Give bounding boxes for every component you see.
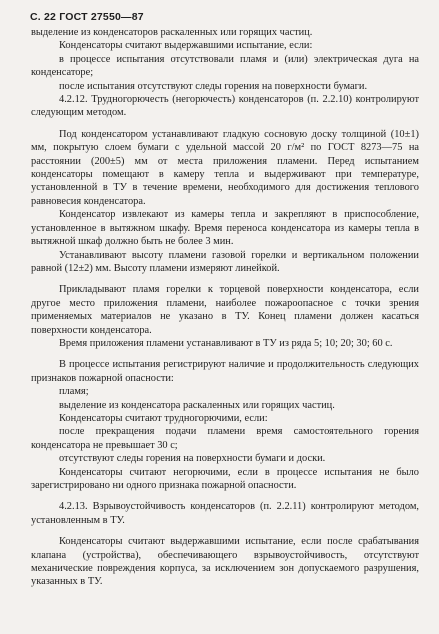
paragraph-12: пламя; [59, 386, 89, 398]
paragraph-17: Конденсаторы считают негорючими, если в процессе испытания не было зарегистрировано ни одного признака пожарной опасности. [31, 466, 419, 491]
spacer [31, 275, 419, 283]
paragraph-2: Конденсаторы считают выдержавшими испытание, если: [59, 40, 313, 52]
page-header: С. 22 ГОСТ 27550—87 [30, 11, 144, 23]
paragraph-10: Время приложения пламени устанавливают в ТУ из ряда 5; 10; 20; 30; 60 с. [59, 337, 393, 349]
paragraph-16: отсутствуют следы горения на поверхности бумаги и доски. [59, 453, 326, 465]
paragraph-7: Конденсатор извлекают из камеры тепла и закрепляют в приспособление, установленное в вытяжном шкафу. Время переноса конденсатора из камеры тепла в вытяжной шкаф должно быть не более 3 мин. [31, 209, 419, 248]
paragraph-4: после испытания отсутствуют следы горения на поверхности бумаги. [59, 80, 368, 92]
paragraph-14: Конденсаторы считают трудногорючими, если: [59, 412, 268, 424]
paragraph-15: после прекращения подачи пламени время самостоятельного горения конденсатора не превышает 30 с; [31, 426, 419, 451]
paragraph-1: выделение из конденсаторов раскаленных или горящих частиц. [31, 27, 313, 38]
paragraph-19: Конденсаторы считают выдержавшими испытание, если после срабатывания клапана (устройства), обеспечивающего взрывоустойчивость, отсутствуют механические повреждения корпуса, за исключением зон допускаемого разрушения, указанных в ТУ. [31, 536, 419, 588]
paragraph-8: Устанавливают высоту пламени газовой горелки и вертикальном положении равной (12±2) мм. Высоту пламени измеряют линейкой. [31, 249, 419, 274]
paragraph-18: 4.2.13. Взрывоустойчивость конденсаторов (п. 2.2.11) контролируют методом, установленным в ТУ. [31, 501, 419, 526]
paragraph-9: Прикладывают пламя горелки к торцевой поверхности конденсатора, если другое место приложения пламени, наиболее пожароопасное с точки зрения применяемых материалов не указано в ТУ. Конец пламени должен касаться поверхности конденсатора. [31, 284, 419, 336]
spacer [31, 350, 419, 358]
paragraph-5: 4.2.12. Трудногорючесть (негорючесть) конденсаторов (п. 2.2.10) контролируют следующим методом. [31, 94, 419, 119]
spacer [31, 120, 419, 128]
paragraph-6: Под конденсатором устанавливают гладкую сосновую доску толщиной (10±1) мм, покрытую слоем бумаги с удельной массой 20 г/м² по ГОСТ 8273—75 на расстоянии (200±5) мм от места приложения пламени. Перед испытанием конденсаторы помещают в камеру тепла и выдерживают при температуре, установленной в ТУ в течение времени, необходимого для достижения теплового равновесия конденсатора. [31, 128, 419, 207]
spacer [31, 492, 419, 500]
paragraph-13: выделение из конденсатора раскаленных или горящих частиц. [59, 399, 335, 411]
paragraph-11: В процессе испытания регистрируют наличие и продолжительность следующих признаков пожарной опасности: [31, 359, 419, 384]
paragraph-3: в процессе испытания отсутствовали пламя и (или) электрическая дуга на конденсаторе; [31, 53, 419, 79]
document-body [31, 26, 419, 589]
spacer [31, 527, 419, 535]
